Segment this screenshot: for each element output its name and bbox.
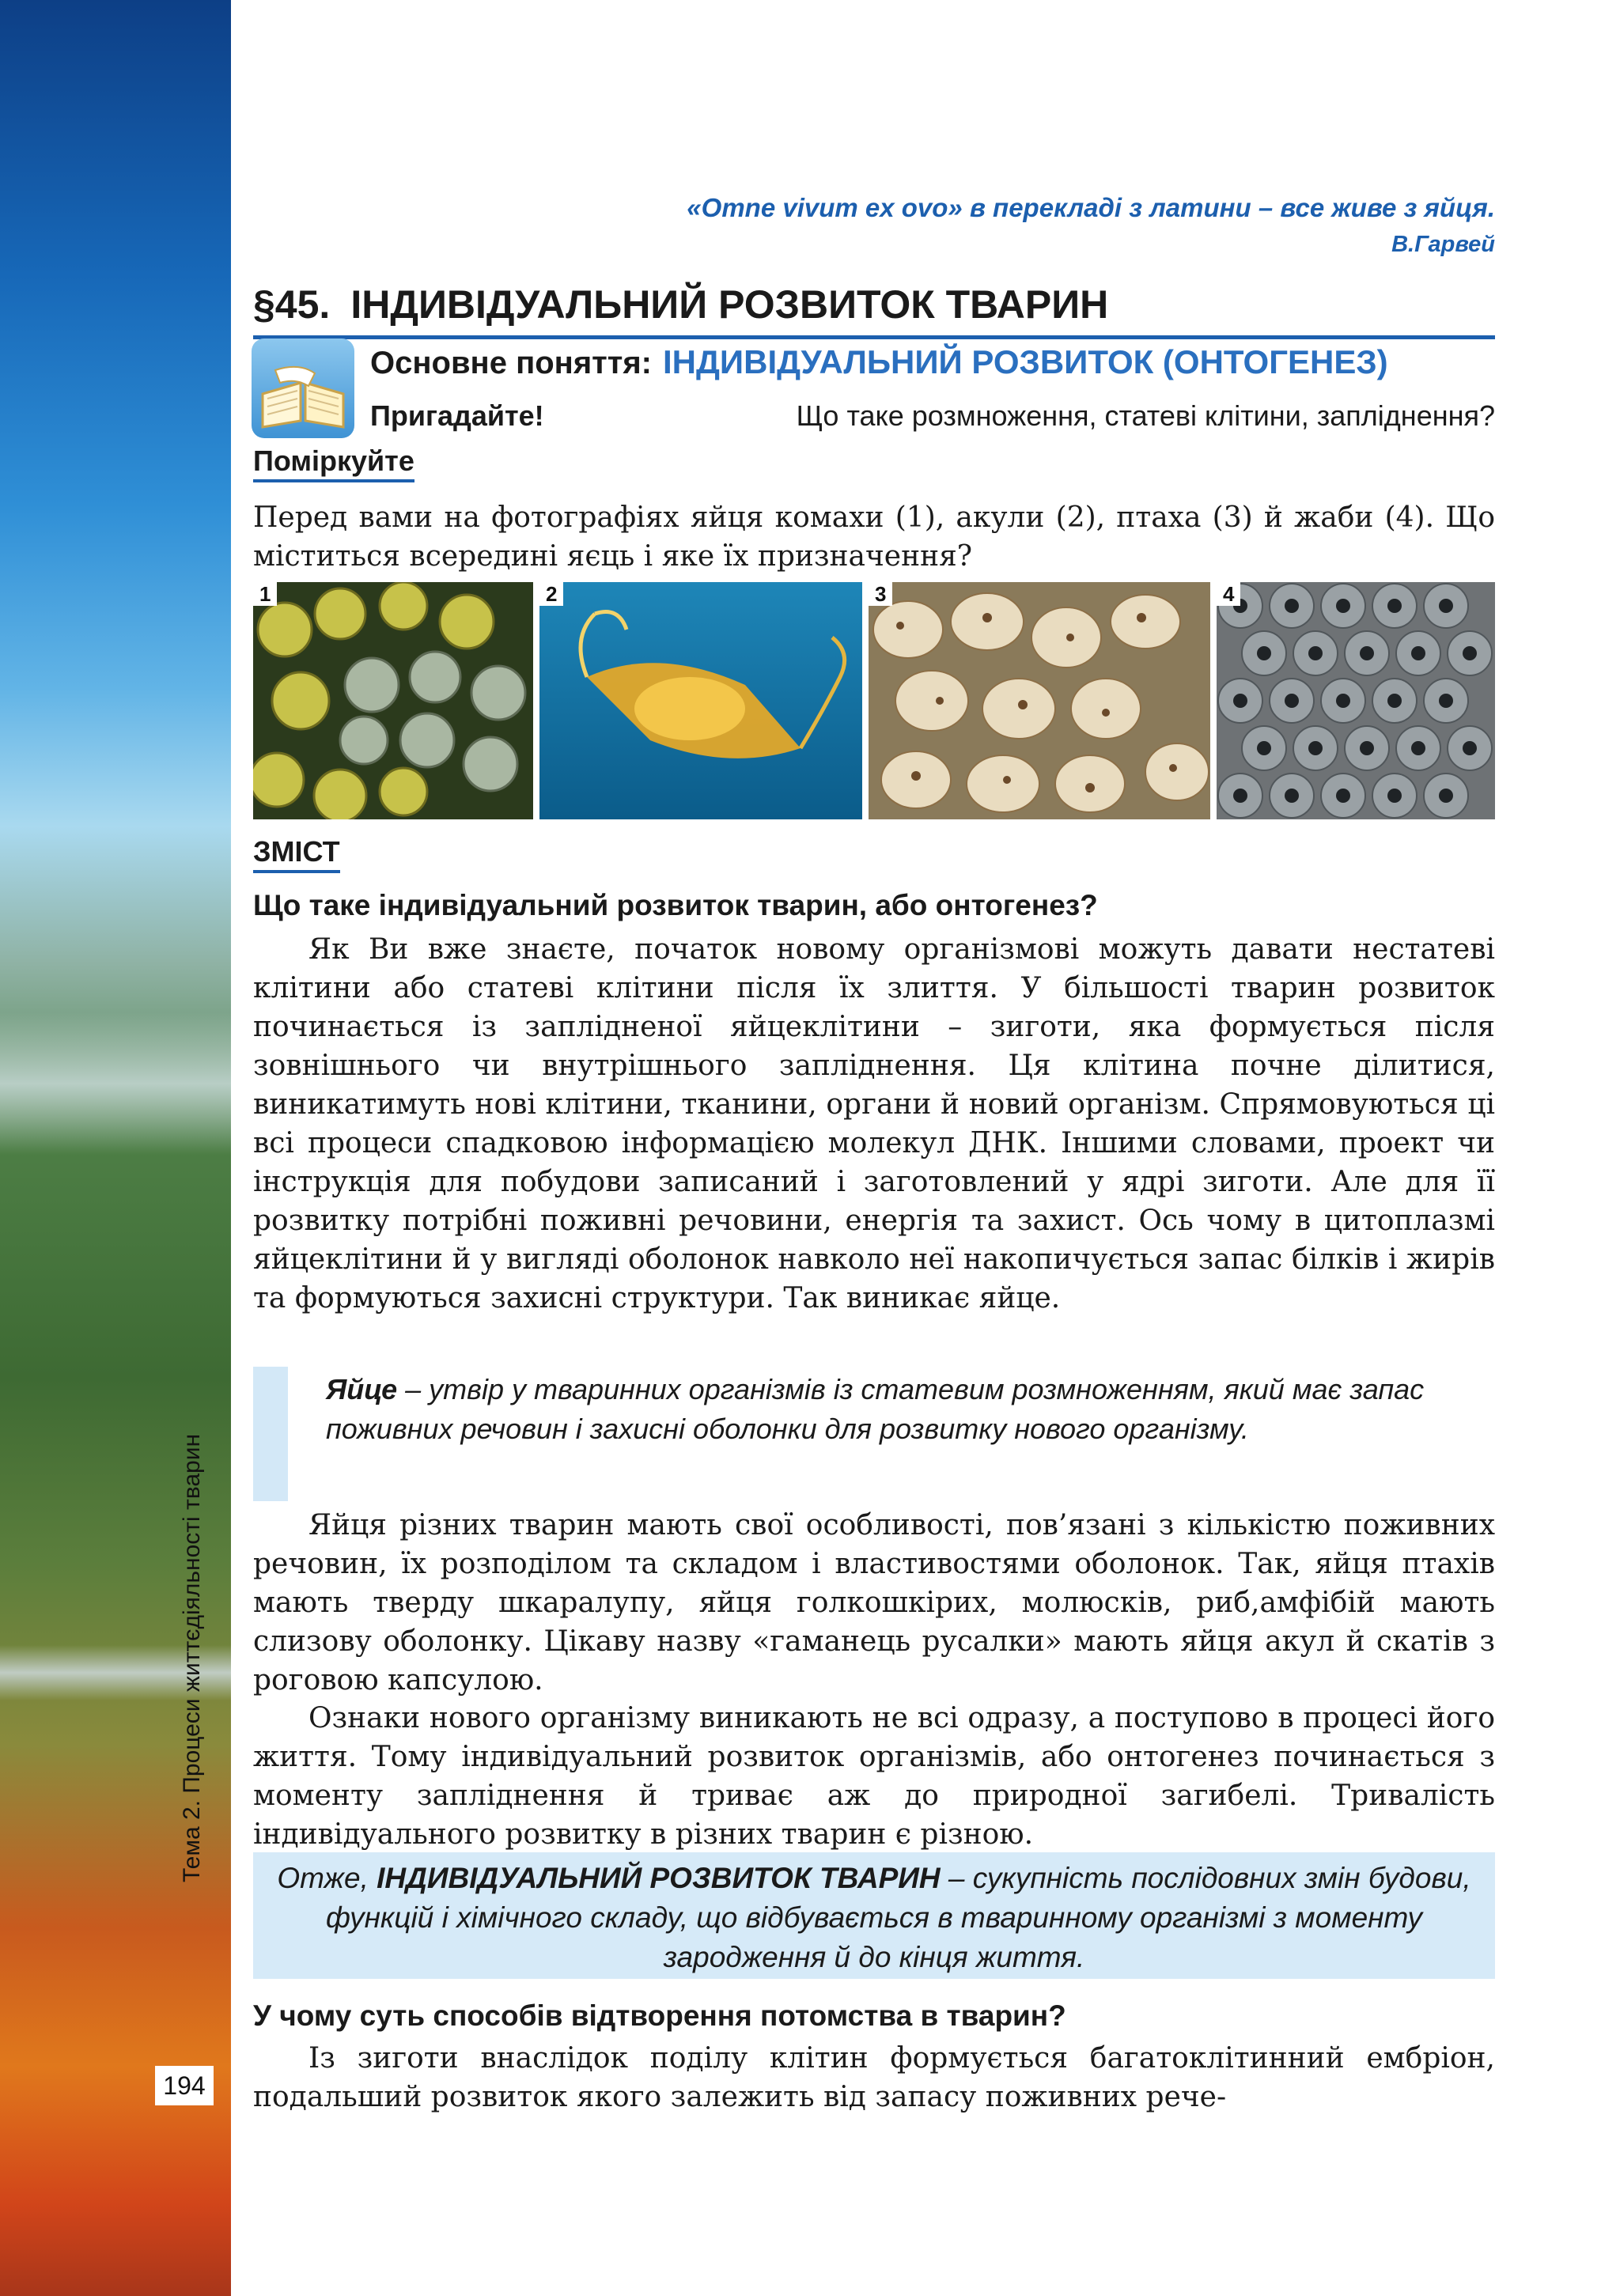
section-title	[253, 282, 1495, 339]
content-heading: ЗМІСТ	[253, 835, 340, 873]
recall-label: Пригадайте!	[370, 399, 544, 432]
page-number: 194	[155, 2066, 214, 2105]
definition-egg	[326, 1370, 1495, 1449]
question-heading-1: Що таке індивідуальний розвиток тварин, або онтогенез?	[253, 889, 1098, 921]
think-text: Перед вами на фотографіях яйця комахи (1), акули (2), птаха (3) й жаби (4). Що міститься всередині яєць і яке їх призначення?	[253, 501, 1495, 573]
photo-frog-eggs	[1217, 582, 1495, 819]
key-concept-label: Основне поняття:	[370, 346, 652, 380]
question-heading-2: У чому суть способів відтворення потомства в тварин?	[253, 1999, 1066, 2032]
photo-label: 2	[539, 582, 563, 606]
think-heading: Поміркуйте	[253, 444, 414, 482]
key-concept-value: ІНДИВІДУАЛЬНИЙ РОЗВИТОК (ОНТОГЕНЕЗ)	[663, 343, 1388, 380]
side-landscape-strip	[0, 0, 231, 2296]
section-number: §45.	[253, 282, 331, 327]
photo-label: 1	[253, 582, 277, 606]
open-book-icon	[252, 339, 354, 438]
conclusion-prefix: Отже,	[277, 1862, 377, 1894]
conclusion-term: ІНДИВІДУАЛЬНИЙ РОЗВИТОК ТВАРИН	[377, 1862, 941, 1894]
epigraph	[687, 190, 1495, 263]
conclusion-text: – сукупність послідовних змін будови, функцій і хімічного складу, що відбувається в тваринному організмі з моменту зародження й до кінця життя.	[325, 1862, 1471, 1973]
paragraph-1: Як Ви вже знаєте, початок новому організмові можуть давати нестатеві клітини або статеві клітини після їх злиття. У більшості тварин розвиток починається із заплідненої яйцеклітини – зиготи, яка формується після зовнішнього чи внутрішнього запліднення. Ця клітина почне ділитися, виникатимуть нові клітини, тканини, органи й новий організм. Спрямовуються ці всі процеси спадковою інформацією молекул ДНК. Іншими словами, проект чи інструкція для побудови записаний і заготовлений у ядрі зиготи. Але для її розвитку потрібні поживні речовини, енергія та захист. Ось чому в цитоплазмі яйцеклітини й у вигляді оболонок навколо неї накопичується запас білків і жирів та формуються захисні структури. Так виникає яйце.	[253, 933, 1495, 1314]
side-mist	[0, 1012, 231, 1155]
egg-photos	[253, 582, 1495, 819]
paragraph-4: Із зиготи внаслідок поділу клітин формується багатоклітинний ембріон, подальший розвиток якого залежить від запасу поживних рече-	[253, 2042, 1495, 2113]
photo-label: 4	[1217, 582, 1240, 606]
topic-label	[179, 1851, 210, 1882]
definition-bar	[253, 1367, 288, 1501]
epigraph-author: В.Гарвей	[1391, 232, 1495, 257]
definition-term: Яйце	[326, 1373, 398, 1405]
definition-text: – утвір у тваринних організмів із статевим розмноженням, який має запас поживних речовин і захисні оболонки для розвитку нового організму.	[326, 1373, 1425, 1445]
photo-insect-eggs	[253, 582, 533, 819]
conclusion-box	[253, 1852, 1495, 1979]
key-concept	[370, 342, 1493, 384]
photo-shark-egg	[539, 582, 862, 819]
paragraph-3: Ознаки нового організму виникають не всі одразу, а поступово в процесі його життя. Тому індивідуальний розвиток організмів, або онтогенез починається з моменту запліднення й триває аж до природної загибелі. Тривалість індивідуального розвитку в різних тварин є різною.	[253, 1702, 1495, 1851]
recall-row	[370, 395, 1495, 437]
photo-bird-eggs	[869, 582, 1210, 819]
epigraph-quote: «Omne vivum ex ovo» в перекладі з латини – все живе з яйця.	[687, 193, 1495, 222]
recall-question: Що таке розмноження, статеві клітини, запліднення?	[796, 399, 1495, 432]
section-title-text: ІНДИВІДУАЛЬНИЙ РОЗВИТОК ТВАРИН	[350, 282, 1109, 327]
paragraph-2: Яйця різних тварин мають свої особливості, пов’язані з кількістю поживних речовин, їх розподілом та складом і властивостями оболонок. Так, яйця птахів мають тверду шкаралупу, яйця голкошкірих, молюсків, риб,амфібій мають слизову оболонку. Цікаву назву «гаманець русалки» мають яйця акул й скатів з роговою капсулою.	[253, 1509, 1495, 1696]
photo-label: 3	[869, 582, 892, 606]
